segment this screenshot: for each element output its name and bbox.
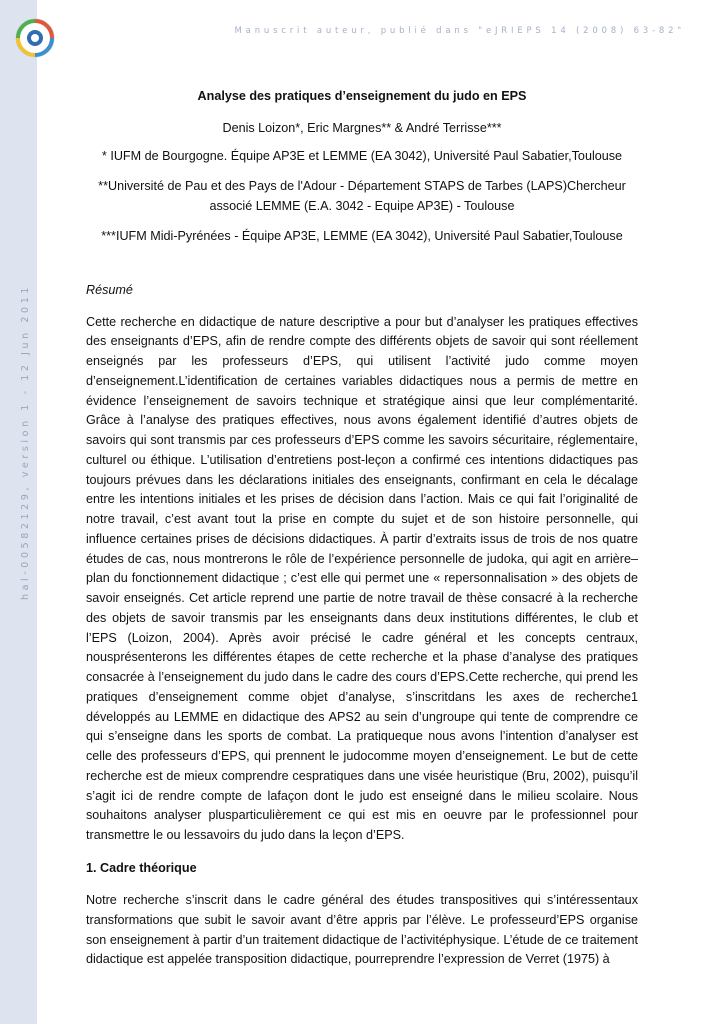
section-1-heading: 1. Cadre théorique xyxy=(86,861,197,876)
section-1-text: Notre recherche s’inscrit dans le cadre général des études transpositives qui s’intéressentaux transformations que subit le savoir avant d’être appris par l’élève. Le professeurd’EPS organise son enseignement à partir d’un traitement didactique de l’activitéphysique. L’étude de ce traitement didactique est appelée transposition didactique, pourreprendre l’expression de Verret (1975) à xyxy=(86,893,638,967)
abstract-text: Cette recherche en didactique de nature descriptive a pour but d’analyser les pratiques effectives des enseignants d’EPS, afin de rendre compte des différents objets de savoir qui sont réellement enseignés par les professeurs d’EPS, qui utilisent l’activité judo comme moyen d’enseignement.L’identification de certaines variables didactiques nous a permis de mettre en évidence l’enseignement de savoirs technique et stratégique ainsi que leur complémentarité. Grâce à l’analyse des pratiques effectives, nous avons également identifié d’autres objets de savoirs qui sont transmis par ces professeurs d’EPS comme les savoirs sécuritaire, réglementaire, culturel ou éthique. L’utilisation d’entretiens post-leçon a confirmé ces intentions didactiques pas toujours prévues dans les déclarations initiales des enseignants, confirmant en cela le décalage entre les intentions initiales et les prises de décision dans l’action. Mais ce qui fait l’originalité de notre travail, c’est avant tout la prise en compte du sujet et de son histoire personnelle, qui influence certaines prises de décisions didactiques. À partir d’extraits issus de trois de nos quatre études de cas, nous montrerons le rôle de l’expérience personnelle de judoka, qui agit en arrière–plan du fonctionnement didactique ; c’est elle qui permet une « repersonnalisation » des objets de savoir enseignés. Cet article reprend une partie de notre travail de thèse consacré à la recherche des objets de savoir transmis par les enseignants dans deux institutions différentes, le club et l’EPS (Loizon, 2004). Après avoir précisé le cadre général et les concepts centraux, nousprésenterons les différentes étapes de cette recherche et la phase d’analyse des pratiques consacrée à l’enseignement du judo dans le cadre des cours d’EPS.Cette recherche, qui prend les pratiques d’enseignement comme objet d’analyse, s’inscritdans les axes de recherche1 développés au LEMME en didactique des APS2 au sein d’ungroupe qui tente de comprendre ce qui s’enseigne dans les sports de combat. La pratiqueque nous avons l’intention d’analyser est celle des professeurs d’EPS, qui prennent le judocomme moyen d’enseignement. Le but de cette recherche est de mieux comprendre cespratiques dans une visée heuristique (Bru, 2002), puisqu’il s’agit ici de rendre compte de lafaçon dont le judo est enseigné dans le milieu scolaire. Nous souhaitons analyser plusparticulièrement ce qui est mis en oeuvre par le professionnel pour transmettre le ou lessavoirs du judo dans la leçon d’EPS. xyxy=(86,314,638,843)
affiliation-2: **Université de Pau et des Pays de l'Adour - Département STAPS de Tarbes (LAPS)Chercheur associé LEMME (E.A. 3042 - Equipe AP3E) - Toulouse xyxy=(98,179,626,213)
affiliation-1: * IUFM de Bourgogne. Équipe AP3E et LEMME (EA 3042), Université Paul Sabatier,Toulouse xyxy=(101,149,623,163)
paper-body xyxy=(86,88,638,983)
hal-logo-icon xyxy=(14,17,56,59)
abstract-heading: Résumé xyxy=(86,283,133,297)
hal-side-stamp: hal-00582129, version 1 - 12 Jun 2011 xyxy=(20,284,31,600)
running-head: Manuscrit auteur, publié dans "eJRIEPS 14 (2008) 63-82" xyxy=(234,26,685,36)
author-list: Denis Loizon*, Eric Margnes** & André Terrisse*** xyxy=(222,121,502,135)
paper-title: Analyse des pratiques d’enseignement du judo en EPS xyxy=(197,89,527,103)
side-margin-band xyxy=(0,0,37,1024)
affiliation-3: ***IUFM Midi-Pyrénées - Équipe AP3E, LEMME (EA 3042), Université Paul Sabatier,Toulouse xyxy=(101,229,623,243)
